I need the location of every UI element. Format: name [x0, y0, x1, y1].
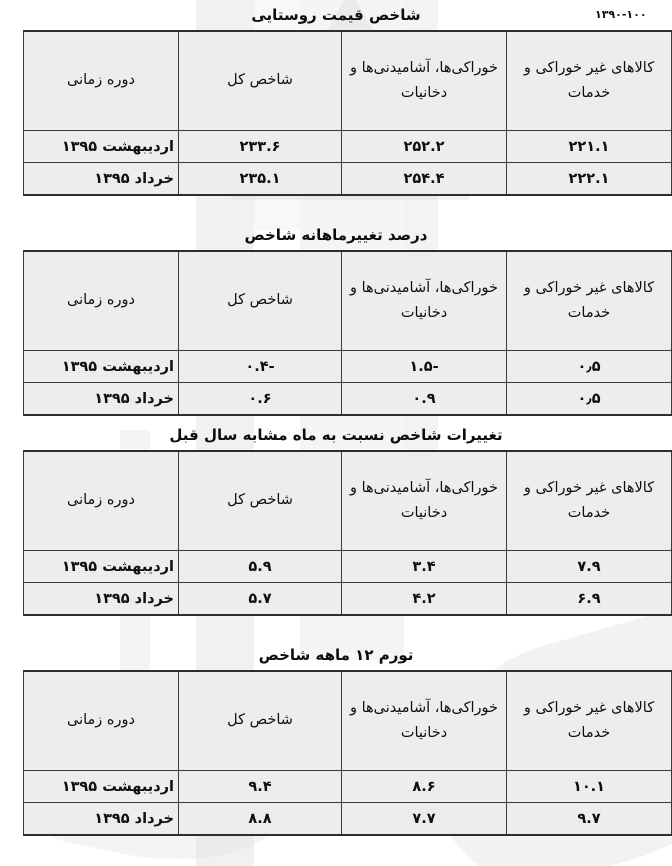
- column-header-food: خوراکی‌ها، آشامیدنی‌ها و دخانیات: [342, 31, 507, 131]
- cell-total: ۸.۸: [179, 803, 342, 836]
- cell-nonfood: ۷.۹: [507, 551, 672, 583]
- column-header-nonfood: کالاهای غیر خوراکی و خدمات: [507, 671, 672, 771]
- cell-period: خرداد ۱۳۹۵: [24, 803, 179, 836]
- cell-total: -۰.۴: [179, 351, 342, 383]
- table-row: [24, 583, 672, 616]
- cell-period: اردیبهشت ۱۳۹۵: [24, 351, 179, 383]
- table-year-over-year-change: [23, 450, 672, 616]
- table-twelve-month-inflation: [23, 670, 672, 836]
- cell-food: ۳.۴: [342, 551, 507, 583]
- cell-period: اردیبهشت ۱۳۹۵: [24, 551, 179, 583]
- section-rural-price-index: [0, 0, 672, 196]
- cell-food: ۲۵۴.۴: [342, 163, 507, 196]
- column-header-total: شاخص کل: [179, 251, 342, 351]
- section-header: [0, 220, 672, 250]
- column-header-total: شاخص کل: [179, 671, 342, 771]
- cell-food: ۷.۷: [342, 803, 507, 836]
- cell-total: ۵.۷: [179, 583, 342, 616]
- section-header: [0, 0, 672, 30]
- cell-total: ۹.۴: [179, 771, 342, 803]
- section-year-over-year-change: [0, 420, 672, 616]
- table-row: [24, 551, 672, 583]
- column-header-period: دوره زمانی: [24, 251, 179, 351]
- cell-nonfood: ۶.۹: [507, 583, 672, 616]
- table-header-row: [24, 31, 672, 131]
- column-header-food: خوراکی‌ها، آشامیدنی‌ها و دخانیات: [342, 251, 507, 351]
- table-monthly-change-percent: [23, 250, 672, 416]
- section-twelve-month-inflation: [0, 640, 672, 836]
- column-header-nonfood: کالاهای غیر خوراکی و خدمات: [507, 251, 672, 351]
- cell-total: ۲۳۵.۱: [179, 163, 342, 196]
- table-row: [24, 771, 672, 803]
- cell-food: -۱.۵: [342, 351, 507, 383]
- column-header-food: خوراکی‌ها، آشامیدنی‌ها و دخانیات: [342, 451, 507, 551]
- section-monthly-change-percent: [0, 220, 672, 416]
- cell-food: ۲۵۲.۲: [342, 131, 507, 163]
- base-year-note: ۱۳۹۰-۱۰۰: [595, 8, 647, 21]
- cell-period: خرداد ۱۳۹۵: [24, 163, 179, 196]
- section-title: تورم ۱۲ ماهه شاخص: [258, 646, 414, 664]
- column-header-total: شاخص کل: [179, 31, 342, 131]
- column-header-period: دوره زمانی: [24, 451, 179, 551]
- column-header-total: شاخص کل: [179, 451, 342, 551]
- table-row: [24, 803, 672, 836]
- cell-nonfood: ۰٫۵: [507, 351, 672, 383]
- cell-nonfood: ۲۲۲.۱: [507, 163, 672, 196]
- table-row: [24, 131, 672, 163]
- column-header-period: دوره زمانی: [24, 31, 179, 131]
- column-header-nonfood: کالاهای غیر خوراکی و خدمات: [507, 31, 672, 131]
- column-header-nonfood: کالاهای غیر خوراکی و خدمات: [507, 451, 672, 551]
- cell-nonfood: ۰٫۵: [507, 383, 672, 416]
- table-rural-price-index: [23, 30, 672, 196]
- table-header-row: [24, 251, 672, 351]
- column-header-food: خوراکی‌ها، آشامیدنی‌ها و دخانیات: [342, 671, 507, 771]
- section-header: [0, 640, 672, 670]
- cell-nonfood: ۱۰.۱: [507, 771, 672, 803]
- cell-period: خرداد ۱۳۹۵: [24, 383, 179, 416]
- cell-period: خرداد ۱۳۹۵: [24, 583, 179, 616]
- cell-total: ۰.۶: [179, 383, 342, 416]
- cell-food: ۴.۲: [342, 583, 507, 616]
- section-title: شاخص قیمت روستایی: [251, 6, 421, 24]
- cell-nonfood: ۹.۷: [507, 803, 672, 836]
- section-title: تغییرات شاخص نسبت به ماه مشابه سال قبل: [169, 426, 503, 444]
- table-header-row: [24, 451, 672, 551]
- cell-period: اردیبهشت ۱۳۹۵: [24, 131, 179, 163]
- cell-period: اردیبهشت ۱۳۹۵: [24, 771, 179, 803]
- table-header-row: [24, 671, 672, 771]
- cell-total: ۵.۹: [179, 551, 342, 583]
- cell-food: ۸.۶: [342, 771, 507, 803]
- cell-nonfood: ۲۲۱.۱: [507, 131, 672, 163]
- table-row: [24, 383, 672, 416]
- cell-food: ۰.۹: [342, 383, 507, 416]
- section-title: درصد تغییرماهانه شاخص: [244, 226, 428, 244]
- section-header: [0, 420, 672, 450]
- table-row: [24, 351, 672, 383]
- cell-total: ۲۳۳.۶: [179, 131, 342, 163]
- column-header-period: دوره زمانی: [24, 671, 179, 771]
- table-row: [24, 163, 672, 196]
